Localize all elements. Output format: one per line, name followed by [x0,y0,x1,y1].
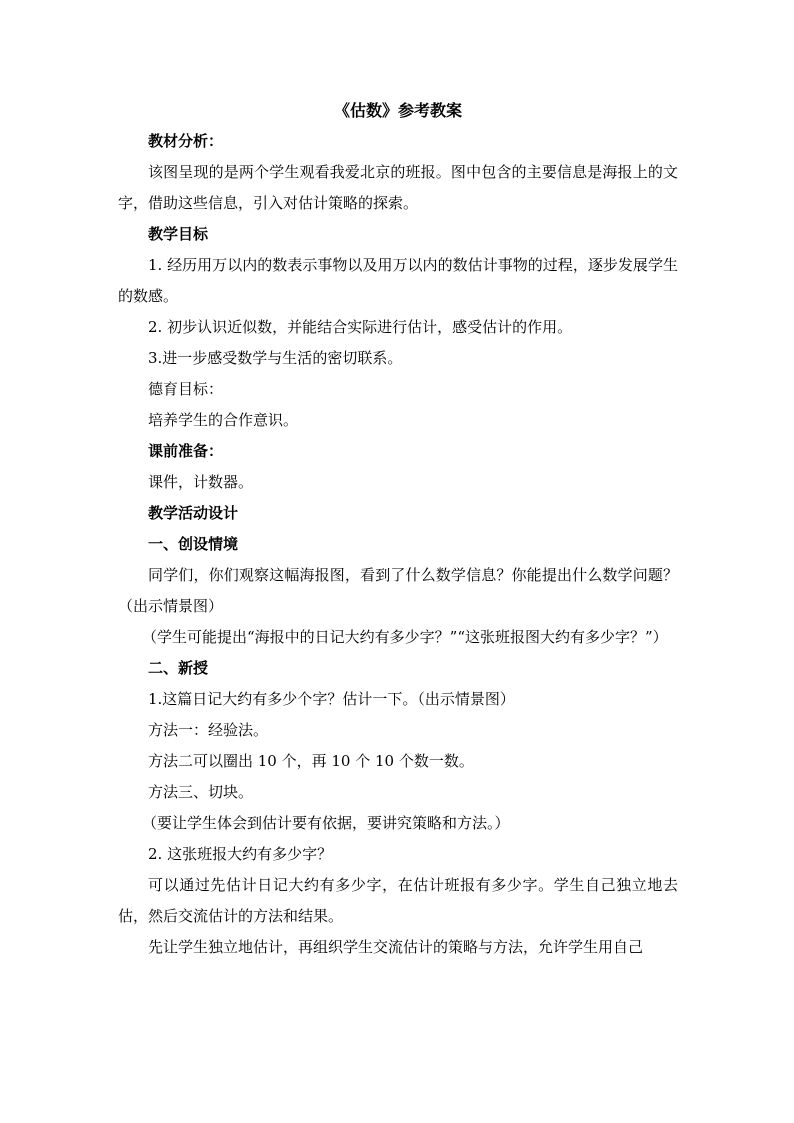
method-two: 方法二可以圈出 10 个，再 10 个 10 个数一数。 [148,752,474,770]
part-two-heading: 二、新授 [148,659,209,677]
preparation-heading: 课前准备： [148,442,224,460]
teaching-goal-1: 1. 经历用万以内的数表示事物以及用万以内的数估计事物的过程，逐步发展学生的数感。 [118,256,678,305]
method-three: 方法三、切块。 [148,783,254,801]
method-note: （要让学生体会到估计要有依据，要讲究策略和方法。） [142,814,510,832]
part-one-text: 同学们，你们观察这幅海报图，看到了什么数学信息？你能提出什么数学问题？（出示情景图） [118,566,678,615]
part-one-heading: 一、创设情境 [148,535,239,553]
teaching-goal-2: 2. 初步认识近似数，并能结合实际进行估计，感受估计的作用。 [148,318,573,336]
question-two: 2. 这张班报大约有多少字？ [148,845,333,863]
question-two-text-continued: 先让学生独立地估计，再组织学生交流估计的策略与方法，允许学生用自己 [148,938,644,956]
teaching-goals-heading: 教学目标 [148,225,209,243]
preparation-text: 课件，计数器。 [148,473,254,491]
material-analysis-heading: 教材分析： [148,132,224,150]
material-analysis-text: 该图呈现的是两个学生观看我爱北京的班报。图中包含的主要信息是海报上的文字，借助这些信息，引入对估计策略的探索。 [118,163,678,212]
moral-goals-text: 培养学生的合作意识。 [148,411,299,429]
teaching-goal-3: 3.进一步感受数学与生活的密切联系。 [148,349,403,367]
method-one: 方法一：经验法。 [148,721,269,739]
question-two-text: 可以通过先估计日记大约有多少字，在估计班报有多少字。学生自己独立地去估，然后交流估计的方法和结果。 [118,876,678,925]
document-title: 《估数》参考教案 [333,101,462,120]
activity-design-heading: 教学活动设计 [148,504,239,522]
question-one: 1.这篇日记大约有多少个字？估计一下。（出示情景图） [148,690,515,708]
part-one-note: （学生可能提出“海报中的日记大约有多少字？”“这张班报图大约有多少字？”） [142,628,668,646]
document-page [118,95,678,963]
moral-goals-heading: 德育目标： [148,380,224,398]
